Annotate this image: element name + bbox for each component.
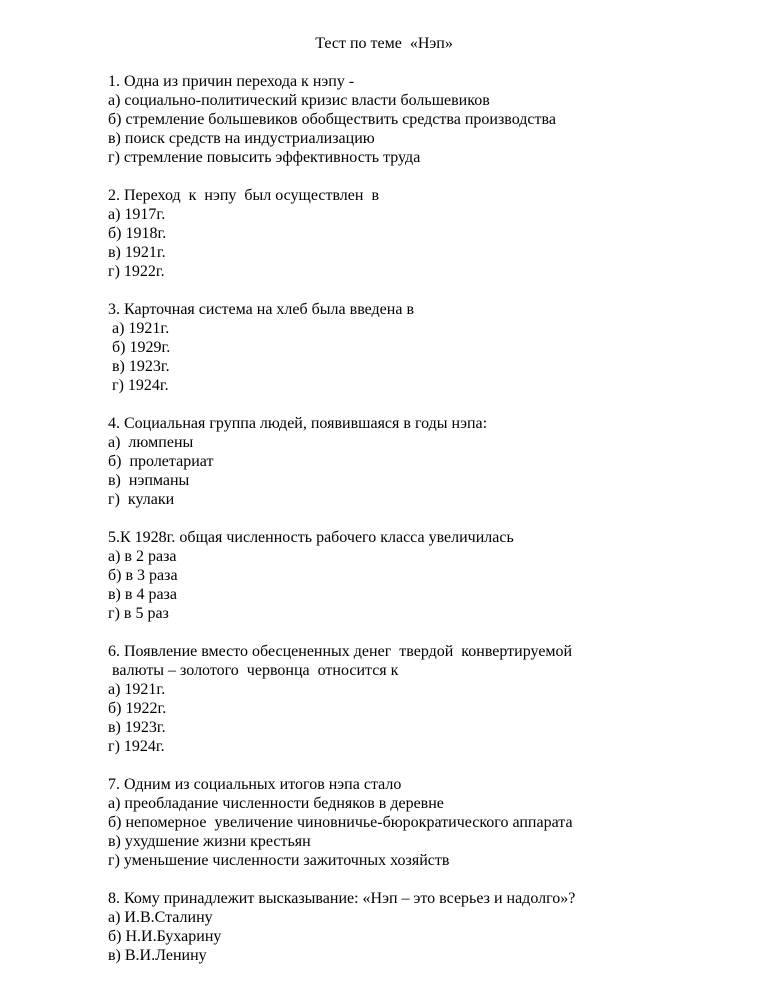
question-4-text: 4. Социальная группа людей, появившаяся в годы нэпа: bbox=[108, 415, 488, 432]
question-3-option-c: в) 1923г. bbox=[108, 358, 170, 375]
question-5-option-d: г) в 5 раз bbox=[108, 605, 169, 622]
question-1-option-b: б) стремление большевиков обобществить средства производства bbox=[108, 111, 556, 128]
question-4-option-c: в) нэпманы bbox=[108, 472, 190, 489]
question-6-text-line-2: валюты – золотого червонца относится к bbox=[108, 662, 399, 679]
question-3-option-a: а) 1921г. bbox=[108, 320, 170, 337]
question-8-option-c: в) В.И.Ленину bbox=[108, 947, 207, 964]
question-7-option-c: в) ухудшение жизни крестьян bbox=[108, 833, 311, 850]
question-8-text: 8. Кому принадлежит высказывание: «Нэп – это всерьез и надолго»? bbox=[108, 890, 576, 907]
question-2-option-c: в) 1921г. bbox=[108, 244, 166, 261]
question-4-option-a: а) люмпены bbox=[108, 434, 194, 451]
question-3-option-b: б) 1929г. bbox=[108, 339, 171, 356]
question-4 bbox=[108, 414, 668, 509]
question-2-option-d: г) 1922г. bbox=[108, 263, 165, 280]
question-7-text: 7. Одним из социальных итогов нэпа стало bbox=[108, 776, 402, 793]
question-5-option-b: б) в 3 раза bbox=[108, 567, 178, 584]
question-6 bbox=[108, 642, 668, 756]
question-2 bbox=[108, 186, 668, 281]
question-4-option-d: г) кулаки bbox=[108, 491, 175, 508]
question-1 bbox=[108, 72, 668, 167]
question-6-option-c: в) 1923г. bbox=[108, 719, 166, 736]
question-1-option-c: в) поиск средств на индустриализацию bbox=[108, 130, 375, 147]
question-8-option-b: б) Н.И.Бухарину bbox=[108, 928, 222, 945]
question-7-option-a: а) преобладание численности бедняков в деревне bbox=[108, 795, 444, 812]
question-7 bbox=[108, 775, 668, 870]
question-3 bbox=[108, 300, 668, 395]
question-6-text-line-1: 6. Появление вместо обесцененных денег твердой конвертируемой bbox=[108, 643, 573, 660]
question-5-option-a: а) в 2 раза bbox=[108, 548, 177, 565]
document-title: Тест по теме «Нэп» bbox=[315, 35, 453, 52]
question-1-option-a: а) социально-политический кризис власти большевиков bbox=[108, 92, 490, 109]
question-1-option-d: г) стремление повысить эффективность труда bbox=[108, 149, 421, 166]
question-3-text: 3. Карточная система на хлеб была введена в bbox=[108, 301, 414, 318]
question-2-text: 2. Переход к нэпу был осуществлен в bbox=[108, 187, 380, 204]
question-6-option-b: б) 1922г. bbox=[108, 700, 167, 717]
question-7-option-d: г) уменьшение численности зажиточных хозяйств bbox=[108, 852, 450, 869]
question-8-option-a: а) И.В.Сталину bbox=[108, 909, 213, 926]
question-3-option-d: г) 1924г. bbox=[108, 377, 169, 394]
question-6-option-a: а) 1921г. bbox=[108, 681, 166, 698]
question-6-option-d: г) 1924г. bbox=[108, 738, 165, 755]
question-5 bbox=[108, 528, 668, 623]
question-7-option-b: б) непомерное увеличение чиновничье-бюрократического аппарата bbox=[108, 814, 573, 831]
question-1-text: 1. Одна из причин перехода к нэпу - bbox=[108, 73, 355, 90]
question-5-text: 5.К 1928г. общая численность рабочего класса увеличилась bbox=[108, 529, 514, 546]
question-4-option-b: б) пролетариат bbox=[108, 453, 214, 470]
question-2-option-a: а) 1917г. bbox=[108, 206, 166, 223]
question-2-option-b: б) 1918г. bbox=[108, 225, 167, 242]
question-8 bbox=[108, 889, 668, 965]
question-5-option-c: в) в 4 раза bbox=[108, 586, 177, 603]
